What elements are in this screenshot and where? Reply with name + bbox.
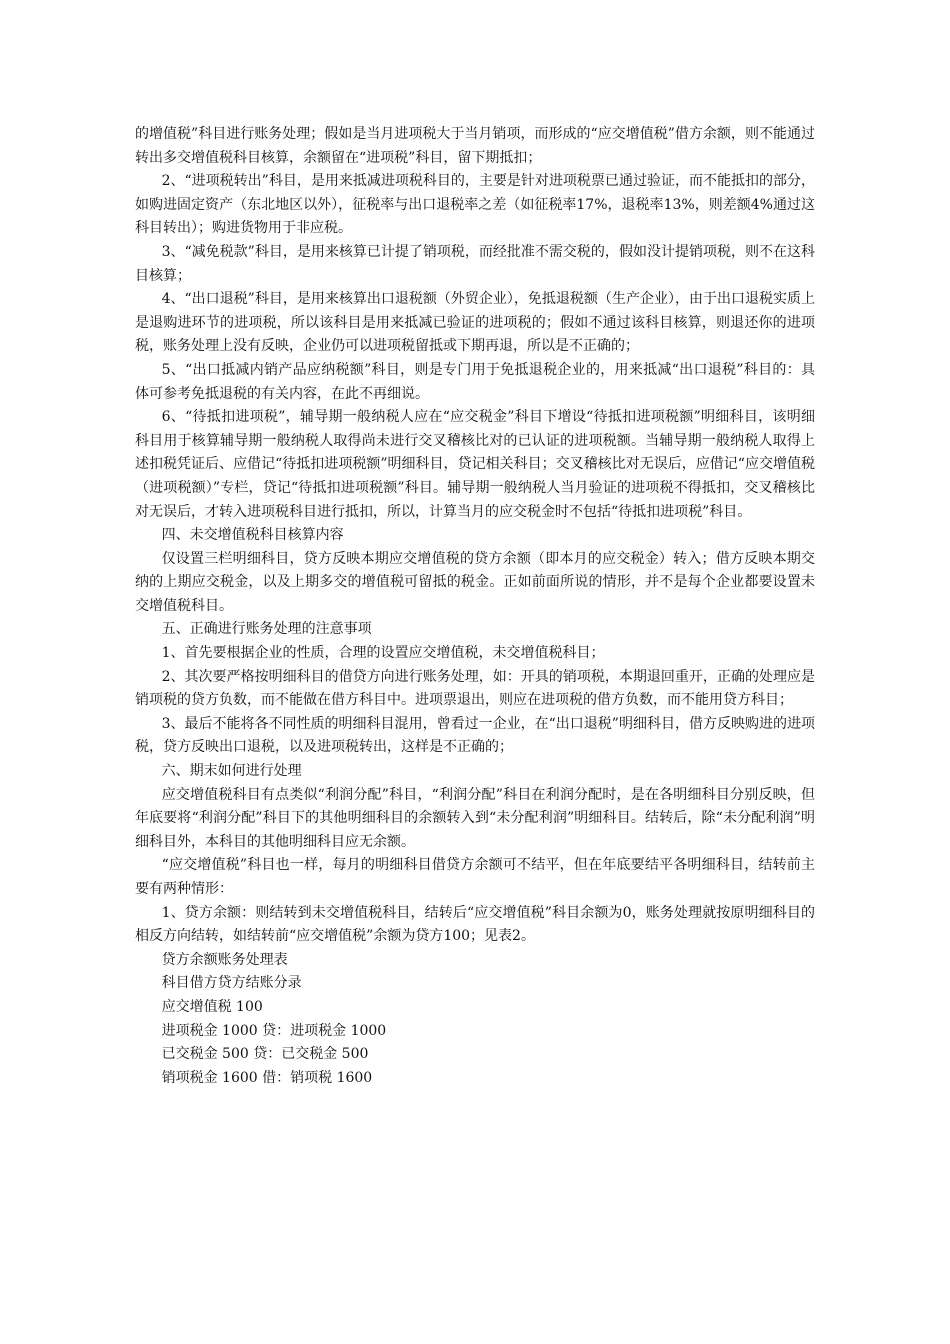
- paragraph: 1、贷方余额：则结转到未交增值税科目，结转后“应交增值税”科目余额为0，账务处理就按原明细科目的相反方向结转，如结转前“应交增值税”余额为贷方100；见表2。: [135, 904, 815, 945]
- paragraph: 6、“待抵扣进项税”，辅导期一般纳税人应在“应交税金”科目下增设“待抵扣进项税额”明细科目，该明细科目用于核算辅导期一般纳税人取得尚未进行交叉稽核比对的已认证的进项税额。当辅导期一般纳税人取得上述扣税凭证后、应借记“待抵扣进项税额”明细科目，贷记相关科目；交叉稽核比对无误后，应借记“应交增值税（进项税额）”专栏，贷记“待抵扣进项税额”科目。辅导期一般纳税人当月验证的进项税不得抵扣，交叉稽核比对无误后，才转入进项税科目进行抵扣，所以，计算当月的应交税金时不包括“待抵扣进项税”科目。: [135, 409, 815, 520]
- paragraph: 4、“出口退税”科目，是用来核算出口退税额（外贸企业），免抵退税额（生产企业），由于出口退税实质上是退购进环节的进项税，所以该科目是用来抵减已验证的进项税的；假如不通过该科目核算，则退还你的进项税，账务处理上没有反映，企业仍可以进项税留抵或下期再退，所以是不正确的；: [135, 291, 815, 355]
- section-heading: 四、未交增值税科目核算内容: [161, 527, 344, 544]
- paragraph: 3、最后不能将各不同性质的明细科目混用，曾看过一企业，在“出口退税”明细科目，借方反映购进的进项税，贷方反映出口退税，以及进项税转出，这样是不正确的；: [135, 715, 815, 756]
- paragraph: 5、“出口抵减内销产品应纳税额”科目，则是专门用于免抵退税企业的，用来抵减“出口退税”科目的：具体可参考免抵退税的有关内容，在此不再细说。: [135, 361, 815, 402]
- paragraph: 3、“减免税款”科目，是用来核算已计提了销项税，而经批准不需交税的，假如没计提销项税，则不在这科目核算；: [135, 243, 815, 284]
- paragraph: 1、首先要根据企业的性质，合理的设置应交增值税，未交增值税科目；: [161, 645, 605, 662]
- table-title: 贷方余额账务处理表: [161, 951, 288, 968]
- paragraph: 2、其次要严格按明细科目的借贷方向进行账务处理，如：开具的销项税，本期退回重开，正确的处理应是销项税的贷方负数，而不能做在借方科目中。进项票退出，则应在进项税的借方负数，而不能用贷方科目；: [135, 668, 815, 709]
- paragraph: “应交增值税”科目也一样，每月的明细科目借贷方余额可不结平，但在年底要结平各明细科目，结转前主要有两种情形：: [135, 857, 815, 897]
- section-heading: 五、正确进行账务处理的注意事项: [161, 621, 372, 638]
- paragraph: 应交增值税科目有点类似“利润分配”科目，“利润分配”科目在利润分配时，是在各明细科目分别反映，但年底要将“利润分配”科目下的其他明细科目的余额转入到“未分配利润”明细科目。结转后，除“未分配利润”明细科目外，本科目的其他明细科目应无余额。: [135, 786, 815, 850]
- document-body: [135, 123, 815, 1090]
- paragraph: 的增值税”科目进行账务处理；假如是当月进项税大于当月销项，而形成的“应交增值税”借方余额，则不能通过转出多交增值税科目核算，余额留在“进项税”科目，留下期抵扣；: [135, 126, 815, 166]
- table-line: 销项税金 1600 借：销项税 1600: [161, 1069, 373, 1086]
- table-line: 已交税金 500 贷：已交税金 500: [161, 1046, 369, 1063]
- paragraph: 2、“进项税转出”科目，是用来抵减进项税科目的，主要是针对进项税票已通过验证，而不能抵扣的部分，如购进固定资产（东北地区以外），征税率与出口退税率之差（如征税率17%，退税率13%，则差额4%通过这科目转出）；购进货物用于非应税。: [135, 173, 815, 237]
- table-header-line: 科目借方贷方结账分录: [161, 975, 302, 992]
- table-line: 进项税金 1000 贷：进项税金 1000: [161, 1022, 387, 1039]
- paragraph: 仅设置三栏明细科目，贷方反映本期应交增值税的贷方余额（即本月的应交税金）转入；借方反映本期交纳的上期应交税金，以及上期多交的增值税可留抵的税金。正如前面所说的情形，并不是每个企业都要设置未交增值税科目。: [135, 550, 815, 614]
- table-line: 应交增值税 100: [161, 998, 263, 1015]
- section-heading: 六、期末如何进行处理: [161, 763, 302, 780]
